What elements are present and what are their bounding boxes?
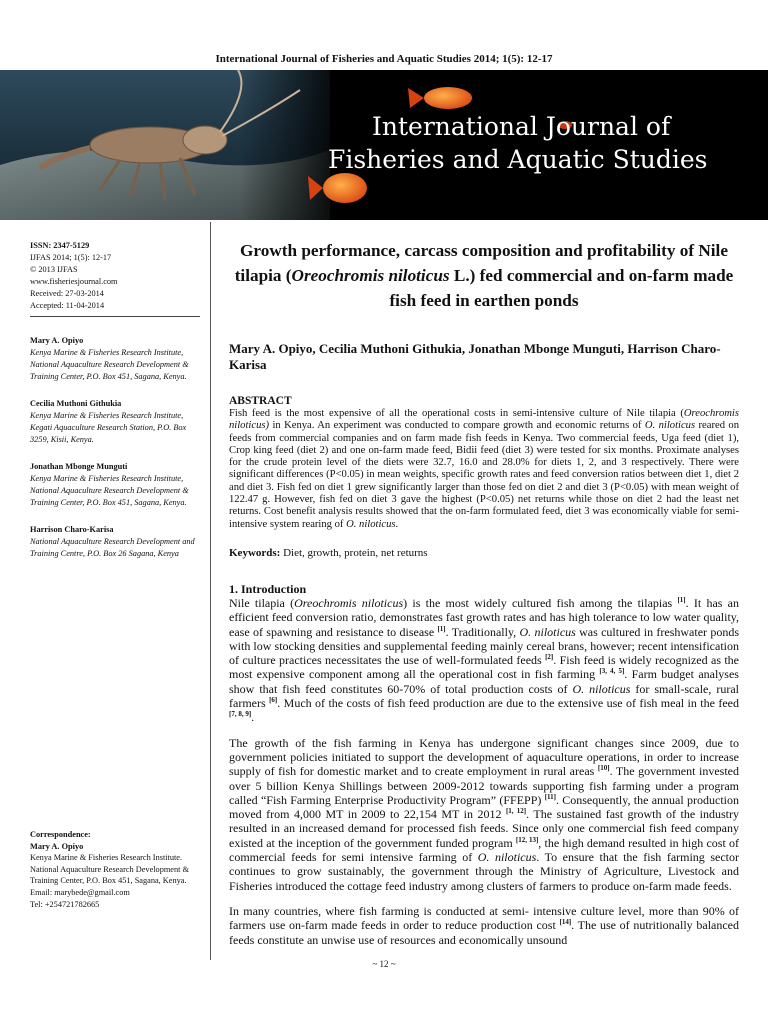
species-name: Oreochromis niloticus xyxy=(294,595,404,610)
keywords-label: Keywords: xyxy=(229,546,281,559)
citation-ref[interactable]: [14] xyxy=(559,918,572,927)
column-divider xyxy=(210,222,211,960)
copyright: © 2013 IJFAS xyxy=(30,265,78,274)
abstract-heading: ABSTRACT xyxy=(229,395,292,407)
title-text: Growth performance, carcass composition and profitability of Nile tilapia ( xyxy=(234,241,728,285)
intro-paragraph-1: Nile tilapia (Oreochromis niloticus) is the most widely cultured fish among the tilapias [1]. It has an efficient feed conversion ratio, demonstrates fast growth rates and has high tolerance to low water quality, ease of spawning and resistance to disease [1]. Traditionally, O. niloticus was cultured in freshwater ponds with low stocking densities and supplemental feeding mainly cereal brans, however; recent intensification of culture practices necessitates the use of well-formulated feeds [2]. Fish feed is widely recognized as the most expensive component among all the operational cost in fish farming [3, 4, 5]. Farm budget analyses show that fish feed constitutes 60-70% of total production costs of O. niloticus for small-scale, rural farmers [6]. Much of the costs of fish feed production are due to the extensive use of fish meal in the feed [7, 8, 9]. xyxy=(229,595,740,725)
author-name: Harrison Charo-Karisa xyxy=(30,525,114,534)
author-affiliation: Kenya Marine & Fisheries Research Institute, Kegati Aquaculture Research Station, P.O. Box 3259, Kisii, Kenya. xyxy=(30,411,187,444)
citation-ref[interactable]: [1] xyxy=(677,595,686,604)
species-name: O. niloticus xyxy=(477,850,537,865)
author-block xyxy=(30,398,202,446)
correspondence-label: Correspondence: xyxy=(30,830,91,839)
species-name: O. niloticus xyxy=(519,624,576,639)
banner-title xyxy=(328,110,708,176)
left-sidebar xyxy=(30,240,202,575)
citation-ref[interactable]: [3, 4, 5] xyxy=(599,667,625,676)
citation-ref[interactable]: [10] xyxy=(597,764,610,773)
author-name: Mary A. Opiyo xyxy=(30,336,84,345)
correspondence-email[interactable]: Email: marybede@gmail.com xyxy=(30,887,130,897)
author-name: Cecilia Muthoni Githukia xyxy=(30,399,122,408)
paper-authors: Mary A. Opiyo, Cecilia Muthoni Githukia, Jonathan Mbonge Munguti, Harrison Charo-Karisa xyxy=(229,341,721,372)
author-block xyxy=(30,461,202,509)
citation-ref[interactable]: [12, 13] xyxy=(515,835,539,844)
keywords-text: Diet, growth, protein, net returns xyxy=(280,546,428,559)
keywords xyxy=(229,547,739,560)
correspondence-block xyxy=(30,829,202,910)
author-block xyxy=(30,335,202,383)
species-name: O. niloticus xyxy=(572,681,631,696)
author-affiliation: Kenya Marine & Fisheries Research Institute, National Aquaculture Research Development & Training Center, P.O. Box 451, Sagana, Kenya. xyxy=(30,348,189,381)
journal-banner xyxy=(0,70,768,220)
author-affiliation: Kenya Marine & Fisheries Research Institute, National Aquaculture Research Development & Training Center, P.O. Box 451, Sagana, Kenya. xyxy=(30,474,189,507)
accepted-date: Accepted: 11-04-2014 xyxy=(30,301,105,310)
citation: IJFAS 2014; 1(5): 12-17 xyxy=(30,253,112,262)
journal-website[interactable]: www.fisheriesjournal.com xyxy=(30,277,118,286)
citation-ref[interactable]: [2] xyxy=(545,653,554,662)
section-heading-introduction: 1. Introduction xyxy=(229,581,307,596)
correspondence-tel: Tel: +254721782665 xyxy=(30,899,100,909)
title-species: Oreochromis niloticus xyxy=(291,266,450,285)
correspondence-address: Kenya Marine & Fisheries Research Institute. National Aquaculture Research Development & Training Center, P.O. Box 451, Sagana, Kenya. xyxy=(30,853,189,886)
abstract-text: Fish feed is the most expensive of all the operational costs in semi-intensive culture of Nile tilapia (Oreochromis niloticus) in Kenya. An experiment was conducted to compare growth and economic returns of O. niloticus reared on feeds from commercial companies and on farm made fish feeds in Kenya. Two commercial feeds, Uga feed (diet 1), Crop king feed (diet 2) and one on-farm made feed, Bidii feed (diet 3) were tested for six months. Proximate analyses for the crude protein level of the diets were 32.7, 16.0 and 28.0% for diets 1, 2, and 3 respectively. There were significant differences (P<0.05) in mean weights, specific growth rates and feed conversion ratios between diet 1, diet 2 and diet 3. Fish fed on diet 1 grew significantly larger than those fed on diet 2 and diet 3 (P<0.05) with mean weight of 122.47 g. However, fish fed on diet 3 gave the highest (P<0.05) net returns while those on diet 2 had the least net returns. Cost benefit analysis results showed that the on-farm formulated feed, diet 3 was economically viable for semi-intensive system rearing of O. niloticus. xyxy=(229,408,739,530)
correspondence-name: Mary A. Opiyo xyxy=(30,841,84,851)
page-number: ~ 12 ~ xyxy=(372,959,396,969)
banner-title-line-2: Fisheries and Aquatic Studies xyxy=(328,145,708,174)
citation-ref[interactable]: [11] xyxy=(544,792,556,801)
author-name: Jonathan Mbonge Munguti xyxy=(30,462,128,471)
running-head: International Journal of Fisheries and Aquatic Studies 2014; 1(5): 12-17 xyxy=(215,53,553,65)
intro-paragraph-3: In many countries, where fish farming is conducted at semi- intensive culture level, more than 90% of farmers use on-farm made feeds in order to reduce production cost [14]. The use of nutritionally balanced feeds constitute an unwise use of resources and economically unsound xyxy=(229,903,740,947)
meta-divider xyxy=(30,316,200,317)
intro-paragraph-2: The growth of the fish farming in Kenya has undergone significant changes since 2009, due to government policies initiated to support the development of aquaculture operations, in order to increase supply of fish for domestic market and to create employment in rural areas [10]. The government invested over 5 billion Kenya Shillings between 2009-2012 towards supporting fish farming under a program called “Fish Farming Enterprise Productivity Program” (FFEPP) [11]. Consequently, the annual production moved from 4,000 MT in 2009 to 22,154 MT in 2012 [1, 12]. The sustained fast growth of the industry resulted in an increased demand for processed fish feeds. Since only one commercial fish feed company existed at the inception of the government funded program [12, 13], the high demand resulted in high cost of commercial feeds for semi intensive farming of O. niloticus. To ensure that the fish farming sector continues to grow sustainably, the government through the Ministry of Agriculture, Livestock and Fisheries introduced the cottage feed industry among clusters of farmers to produce on-farm made feeds. xyxy=(229,735,740,893)
received-date: Received: 27-03-2014 xyxy=(30,289,104,298)
citation-ref[interactable]: [6] xyxy=(269,696,278,705)
banner-title-line-1: International Journal of xyxy=(372,112,671,141)
citation-ref[interactable]: [1, 12] xyxy=(505,807,527,816)
author-block xyxy=(30,524,202,560)
main-column xyxy=(229,238,739,947)
author-affiliation: National Aquaculture Research Development and Training Centre, P.O. Box 26 Sagana, Kenya xyxy=(30,537,195,558)
issn: ISSN: 2347-5129 xyxy=(30,241,90,250)
paper-title xyxy=(229,238,739,313)
title-text: L.) fed commercial and on-farm made fish feed in earthen ponds xyxy=(389,266,734,310)
citation-ref[interactable]: [1] xyxy=(437,624,446,633)
citation-ref[interactable]: [7, 8, 9] xyxy=(229,710,252,719)
